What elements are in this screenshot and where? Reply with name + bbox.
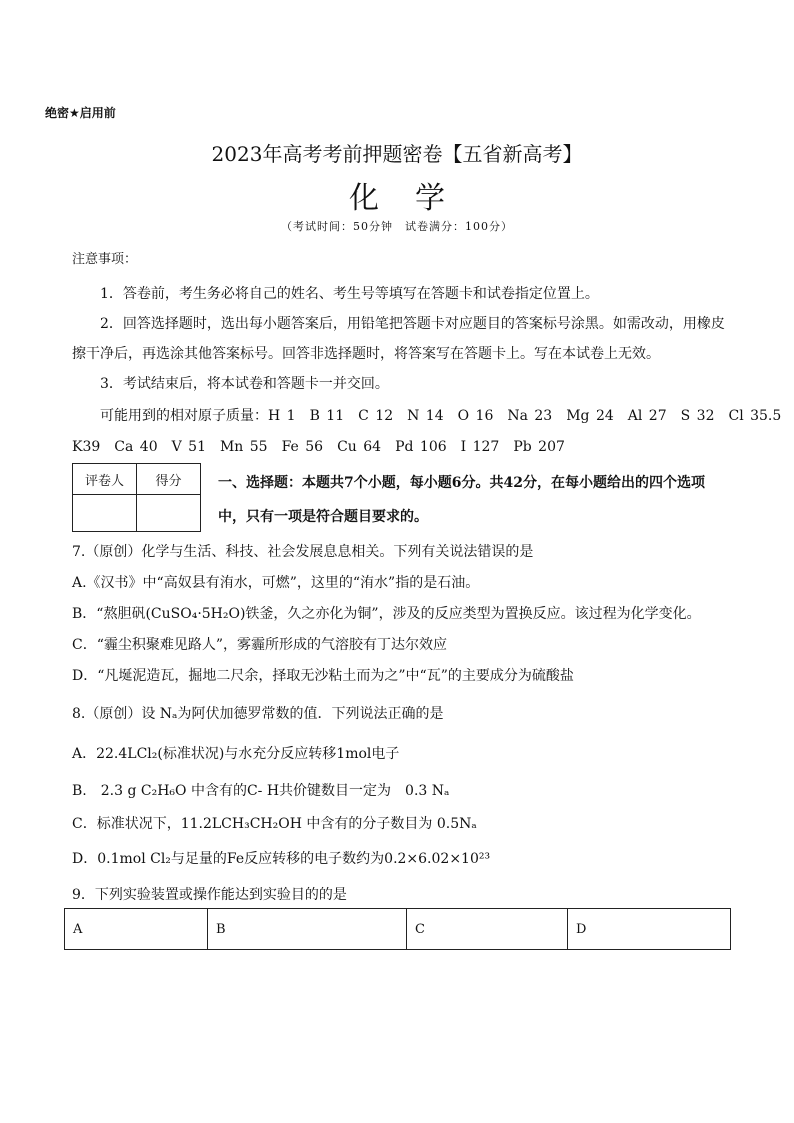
question-8-option-a: A．22.4LCl₂(标准状况)与水充分反应转移1mol电子: [72, 746, 400, 762]
grader-cell: [73, 495, 137, 532]
score-label: 得分: [137, 464, 201, 495]
option-d-cell: D: [568, 909, 731, 950]
notice-item-1: 1．答卷前，考生务必将自己的姓名、考生号等填写在答题卡和试卷指定位置上。: [100, 286, 599, 302]
notice-item-2-line-1: 2．回答选择题时，选出每小题答案后，用铅笔把答题卡对应题目的答案标号涂黑。如需改动，用橡皮: [100, 316, 725, 332]
question-7-option-d: D．“凡埏泥造瓦，掘地二尺余，择取无沙粘土而为之”中“瓦”的主要成分为硫酸盐: [72, 668, 574, 684]
confidential-mark: 绝密★启用前: [45, 106, 116, 120]
question-8-stem: 8.（原创）设 Nₐ为阿伏加德罗常数的值．下列说法正确的是: [72, 706, 444, 722]
subject-title: 化学: [349, 181, 481, 216]
section-1-heading-line-1: 一、选择题：本题共7个小题，每小题6分。共42分，在每小题给出的四个选项: [218, 475, 705, 491]
atomic-mass-line-2: K39 Ca 40 V 51 Mn 55 Fe 56 Cu 64 Pd 106 I 127 Pb 207: [72, 439, 565, 455]
question-7-stem: 7.（原创）化学与生活、科技、社会发展息息相关。下列有关说法错误的是: [72, 544, 534, 560]
option-a-cell: A: [65, 909, 208, 950]
question-8-option-c: C．标准状况下，11.2LCH₃CH₂OH 中含有的分子数目为 0.5Nₐ: [72, 816, 477, 832]
question-9-options-table: [64, 908, 731, 950]
notice-item-3: 3．考试结束后，将本试卷和答题卡一并交回。: [100, 376, 389, 392]
question-7-option-b: B．“熬胆矾(CuSO₄·5H₂O)铁釜，久之亦化为铜”，涉及的反应类型为置换反应。该过程为化学变化。: [72, 606, 701, 622]
score-table: [72, 463, 201, 532]
question-8-option-d: D．0.1mol Cl₂与足量的Fe反应转移的电子数约为0.2×6.02×10²³: [72, 851, 491, 867]
section-1-heading-line-2: 中，只有一项是符合题目要求的。: [218, 509, 428, 525]
notice-heading: 注意事项：: [72, 252, 138, 267]
exam-title: 2023年高考考前押题密卷【五省新高考】: [211, 142, 583, 166]
question-7-option-a: A.《汉书》中“高奴县有洧水，可燃”，这里的“洧水”指的是石油。: [72, 575, 480, 591]
exam-info: （考试时间：50分钟 试卷满分：100分）: [281, 220, 513, 233]
option-b-cell: B: [208, 909, 407, 950]
grader-label: 评卷人: [73, 464, 137, 495]
question-9-stem: 9．下列实验装置或操作能达到实验目的的是: [72, 887, 347, 903]
notice-item-2-line-2: 擦干净后，再选涂其他答案标号。回答非选择题时，将答案写在答题卡上。写在本试卷上无效。: [72, 346, 660, 362]
option-c-cell: C: [407, 909, 568, 950]
question-7-option-c: C．“霾尘积聚难见路人”，雾霾所形成的气溶胶有丁达尔效应: [72, 637, 448, 653]
score-cell: [137, 495, 201, 532]
atomic-mass-line-1: 可能用到的相对原子质量：H 1 B 11 C 12 N 14 O 16 Na 23 Mg 24 Al 27 S 32 Cl 35.5: [100, 408, 782, 424]
question-8-option-b: B. 2.3 g C₂H₆O 中含有的C- H共价键数目一定为 0.3 Nₐ: [72, 783, 450, 799]
